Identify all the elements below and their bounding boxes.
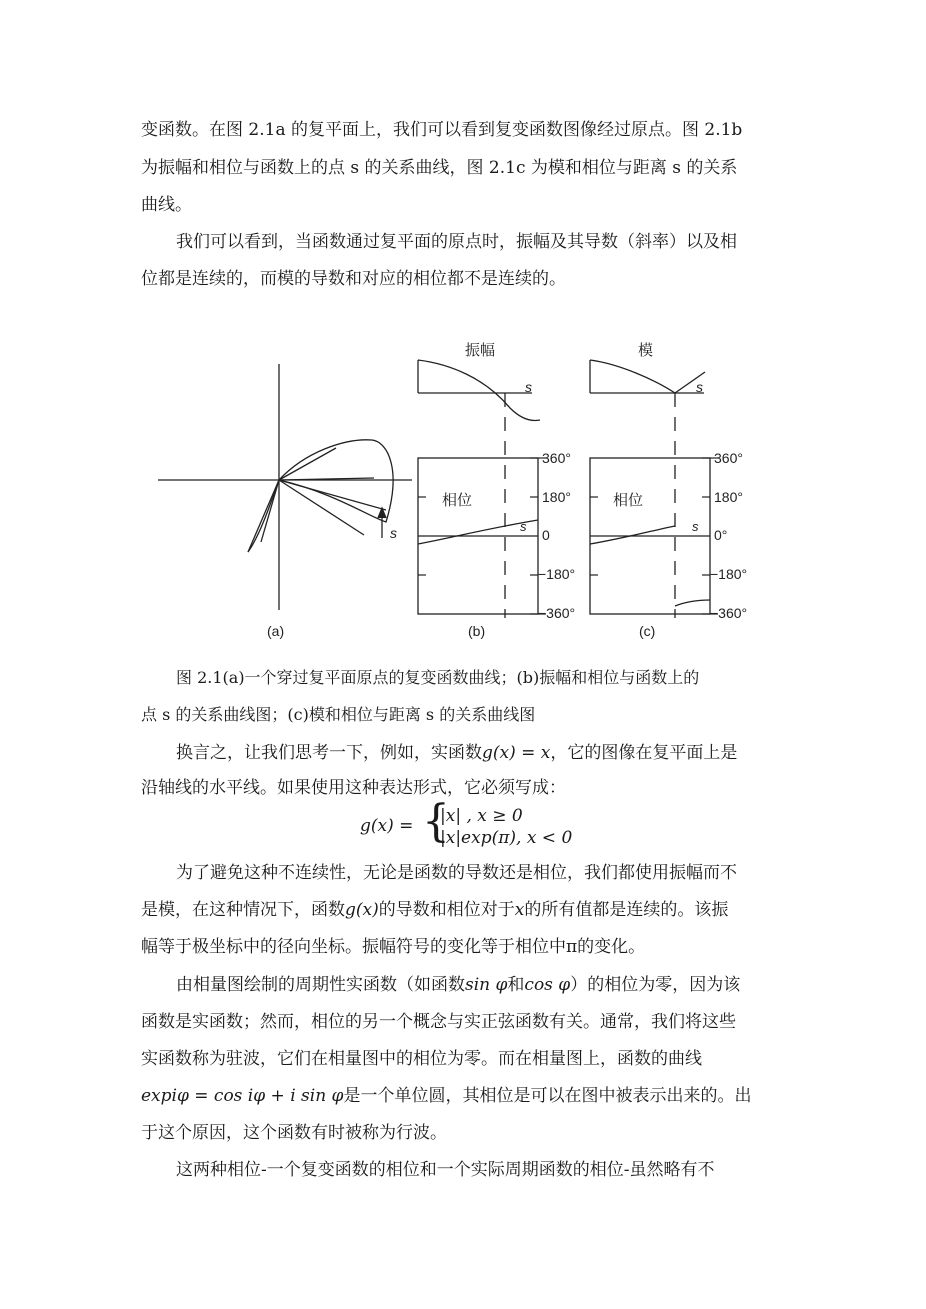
- text-line: [176, 973, 740, 997]
- figure-2-1: [150, 330, 790, 650]
- radius-line: [279, 448, 336, 480]
- title-modulus: 模: [638, 342, 654, 359]
- text-span: 和: [507, 975, 525, 995]
- tick-label: 0°: [714, 527, 728, 543]
- text-span: 是模，在这种情况下，函数: [141, 900, 345, 920]
- text-span: 由相量图绘制的周期性实函数（如函数: [176, 975, 465, 995]
- tick-label: −360°: [710, 605, 748, 621]
- radius-line: [248, 480, 279, 552]
- title-amplitude: 振幅: [465, 342, 496, 359]
- panel-label-c: (c): [639, 623, 656, 639]
- formula-case: |x| , x ≥ 0: [440, 806, 523, 826]
- tick-label: 180°: [714, 489, 743, 505]
- tick-label: −360°: [538, 605, 576, 621]
- math-inline: cos φ: [524, 975, 571, 995]
- text-line: [141, 1084, 751, 1108]
- text-line: 沿轴线的水平线。如果使用这种表达形式，它必须写成：: [141, 778, 566, 798]
- radius-line: [261, 480, 279, 542]
- brace-icon: {: [422, 796, 450, 847]
- text-line: 幅等于极坐标中的径向坐标。振幅符号的变化等于相位中π的变化。: [141, 937, 646, 957]
- text-span: ，它的图像在复平面上是: [550, 743, 738, 763]
- formula-case: |x|exp(π), x < 0: [440, 828, 573, 848]
- radius-line: [279, 480, 364, 535]
- tick-label: −180°: [538, 566, 576, 582]
- s-label: s: [520, 519, 527, 534]
- phase-label-c: 相位: [613, 492, 644, 509]
- s-label: s: [390, 525, 397, 541]
- text-line: 我们可以看到，当函数通过复平面的原点时，振幅及其导数（斜率）以及相: [176, 232, 737, 252]
- text-span: ）的相位为零，因为该: [570, 975, 741, 995]
- modulus-curve: [590, 360, 705, 393]
- text-span: 的所有值都是连续的。该振: [524, 900, 729, 920]
- text-line: [176, 741, 737, 765]
- text-line: 实函数称为驻波，它们在相量图中的相位为零。而在相量图上，函数的曲线: [141, 1049, 702, 1069]
- panel-label-b: (b): [468, 623, 486, 639]
- tick-label: 360°: [714, 450, 743, 466]
- phase-curve-c-left: [590, 526, 675, 544]
- radius-line: [279, 480, 386, 510]
- text-span: 换言之，让我们思考一下，例如，实函数: [176, 743, 482, 763]
- text-line: 变函数。在图 2.1a 的复平面上，我们可以看到复变函数图像经过原点。图 2.1b: [141, 120, 743, 140]
- text-line: 曲线。: [141, 195, 192, 215]
- math-inline: x: [514, 900, 525, 920]
- math-inline: expiφ = cos iφ + i sin φ: [141, 1086, 344, 1106]
- s-label: s: [696, 379, 703, 395]
- text-line: 为了避免这种不连续性，无论是函数的导数还是相位，我们都使用振幅而不: [176, 863, 737, 883]
- math-inline: g(x): [345, 900, 379, 920]
- s-label: s: [525, 379, 532, 395]
- complex-curve: [279, 440, 393, 522]
- math-inline: g(x) = x: [482, 743, 551, 763]
- text-line: 位都是连续的，而模的导数和对应的相位都不是连续的。: [141, 269, 566, 289]
- phase-curve-c-right: [675, 600, 710, 606]
- text-span: 的导数和相位对于: [378, 900, 515, 920]
- figure-caption: 图 2.1(a)一个穿过复平面原点的复变函数曲线；(b)振幅和相位与函数上的: [176, 668, 700, 687]
- phase-label-b: 相位: [442, 492, 473, 509]
- panel-label-a: (a): [267, 623, 285, 639]
- formula-lhs: g(x) =: [360, 816, 414, 836]
- text-line: 于这个原因，这个函数有时被称为行波。: [141, 1123, 447, 1143]
- math-inline: sin φ: [465, 975, 508, 995]
- text-line: 函数是实函数；然而，相位的另一个概念与实正弦函数有关。通常，我们将这些: [141, 1012, 736, 1032]
- text-line: 这两种相位-一个复变函数的相位和一个实际周期函数的相位-虽然略有不: [176, 1160, 715, 1180]
- tick-label: −180°: [710, 566, 748, 582]
- text-line: 为振幅和相位与函数上的点 s 的关系曲线，图 2.1c 为模和相位与距离 s 的关系: [141, 158, 738, 178]
- s-label: s: [692, 519, 699, 534]
- amplitude-curve: [418, 360, 540, 421]
- tick-label: 360°: [542, 450, 571, 466]
- figure-caption: 点 s 的关系曲线图；(c)模和相位与距离 s 的关系曲线图: [141, 705, 536, 724]
- text-line: [141, 898, 728, 922]
- tick-label: 0: [542, 527, 550, 543]
- text-span: 是一个单位圆，其相位是可以在图中被表示出来的。出: [343, 1086, 752, 1106]
- tick-label: 180°: [542, 489, 571, 505]
